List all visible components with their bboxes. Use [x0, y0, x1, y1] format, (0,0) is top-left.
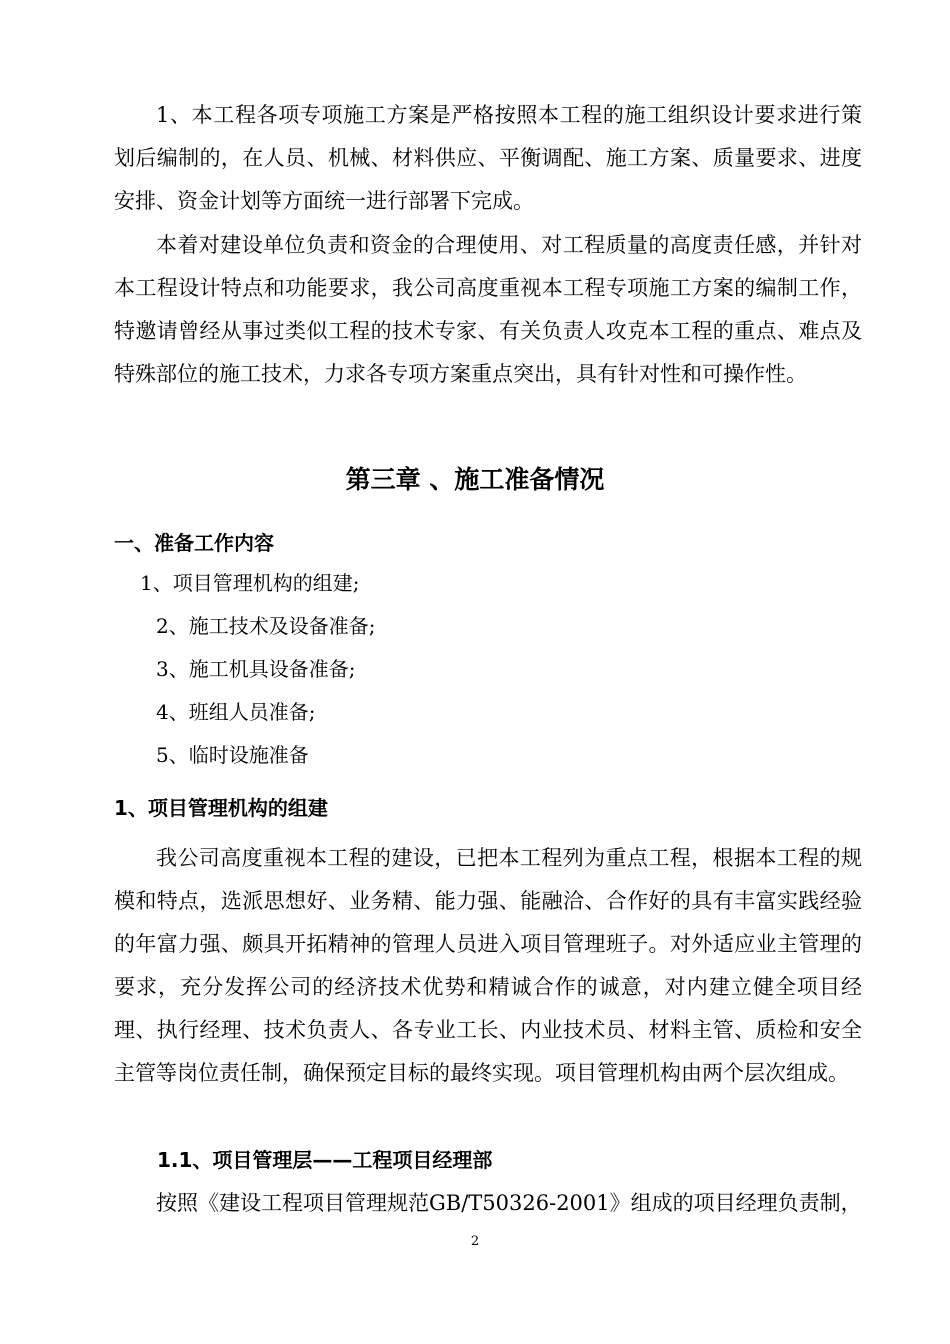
page-number: 2	[470, 1234, 480, 1249]
paragraph-responsibility: 本着对建设单位负责和资金的合理使用、对工程质量的高度责任感，并针对本工程设计特点和功能要求，我公司高度重视本工程专项施工方案的编制工作，特邀请曾经从事过类似工程的技术专家、有关负责人攻克本工程的重点、难点及特殊部位的施工技术，力求各专项方案重点突出，具有针对性和可操作性。	[114, 233, 862, 386]
paragraph-organization: 我公司高度重视本工程的建设，已把本工程列为重点工程，根据本工程的规模和特点，选派思想好、业务精、能力强、能融洽、合作好的具有丰富实践经验的年富力强、颇具开拓精神的管理人员进入项目管理班子。对外适应业主管理的要求，充分发挥公司的经济技术优势和精诚合作的诚意，对内建立健全项目经理、执行经理、技术负责人、各专业工长、内业技术员、材料主管、质检和安全主管等岗位责任制，确保预定目标的最终实现。项目管理机构由两个层次组成。	[114, 846, 862, 1085]
section-heading-preparation: 一、准备工作内容	[114, 531, 274, 555]
list-item: 3、施工机具设备准备;	[156, 657, 356, 681]
list-item: 2、施工技术及设备准备;	[156, 614, 376, 638]
list-item: 1、项目管理机构的组建;	[140, 571, 360, 595]
list-item: 5、临时设施准备	[156, 743, 309, 767]
paragraph-intro: 1、本工程各项专项施工方案是严格按照本工程的施工组织设计要求进行策划后编制的，在人员、机械、材料供应、平衡调配、施工方案、质量要求、进度安排、资金计划等方面统一进行部署下完成。	[114, 103, 862, 213]
preparation-list	[140, 562, 375, 777]
paragraph-management: 按照《建设工程项目管理规范GB/T50326-2001》组成的项目经理负责制，	[156, 1191, 862, 1215]
list-item: 4、班组人员准备;	[156, 700, 316, 724]
section-heading-organization: 1、项目管理机构的组建	[114, 796, 328, 820]
chapter-title: 第三章 、施工准备情况	[345, 465, 605, 494]
subsection-heading-management: 1.1、项目管理层——工程项目经理部	[157, 1148, 493, 1172]
